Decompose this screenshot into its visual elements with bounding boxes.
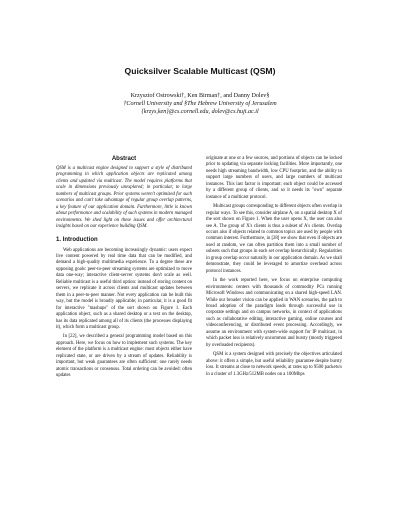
body-paragraph: originate at one or a few sources, and portions of objects can be locked prior to updating via separate locking facilities. More importantly, one needs high streaming bandwidth, low CPU footprint, and the ability to support large numbers of users, and large numbers of multicast instances. This last factor is important: each object could be accessed by a different group of clients, and so it needs its "own" separate instance of a multicast protocol. <box>206 156 342 200</box>
affiliations: †Cornell University and §The Hebrew University of Jerusalem <box>123 101 277 107</box>
body-paragraph: In the work reported here, we focus on enterprise computing environments: centers with thousands of commodity PCs running Microsoft Windows and communicating on a shared high-speed LAN. While our broader vision can be applied in WAN scenarios, the path to broad adoption of the paradigm leads through successful use in corporate settings and on campus networks, in context of applications such as collaborative editing, interactive gaming, online courses and videoconferencing, or distributed event processing. Accordingly, we assume an environment with system-wide support for IP multicast, in which packet loss is relatively uncommon and bursty (mostly triggered by overloaded recipients). <box>206 278 342 348</box>
left-column <box>56 156 192 383</box>
author-list: Krzysztof Ostrowski†, Ken Birman†, and Danny Dolev§ <box>130 93 270 99</box>
body-paragraph: QSM is a system designed with precisely the objectives articulated above: it offers a simple, but useful reliability guarantee despite bursty loss. It streams at close to network speeds, at rates up to 9500 packets/s in a cluster of 1.3GHz/512MB nodes on a 100Mbps <box>206 352 342 377</box>
body-paragraph: Web applications are becoming increasingly dynamic: users expect live content powered by real time data that can be modified, and demand a high-quality multimedia experience. To a degree these are opposing goals: peer-to-peer streaming systems are optimized to move data one-way; interactive client-server systems don't scale as well. Reliable multicast is a useful third option: instead of storing content on servers, we replicate it across clients and multicast updates between them in a peer-to-peer manner. Not every application can be built this way, but the model is broadly applicable; in particular, it is a good fit for interactive "mashups" of the sort shown on Figure 1. Each application object, such as a shared desktop or a text on the desktop, has its data replicated among all of its clients (the processes displaying it), which form a multicast group. <box>56 247 192 330</box>
abstract-heading: Abstract <box>111 156 137 162</box>
author-emails: {krzys,ken}@cs.cornell.edu, dolev@cs.huji.ac.il <box>141 109 259 115</box>
right-column <box>206 156 342 381</box>
section-heading-introduction: 1. Introduction <box>56 236 98 243</box>
body-paragraph: In [22], we described a general programming model based on this approach. Here, we focus on how to implement such systems. The key element of the platform is a multicast engine: most objects either have replicated state, or are driven by a stream of updates. Reliability is important, but weak guarantees are often sufficient: one rarely needs atomic transactions or consensus. Total ordering can be avoided: often updates <box>56 334 192 379</box>
body-paragraph: Multicast groups corresponding to different objects often overlap in regular ways. To see this, consider airplane A, on a spatial desktop X of the sort shown on Figure 1. When the user opens X, the user can also see A. The group of X's clients is thus a subset of A's clients. Overlap occurs also if objects related to common topics are used by people with common interest. Furthermore, in [28] we show that even if objects are used at random, we can often partition them into a small number of subsets such that groups in each set overlap hierarchically. Regularities in group overlap occur naturally in our application domain. As we shall demonstrate, they could be leveraged to amortize overhead across protocol instances. <box>206 204 342 274</box>
abstract-text: QSM is a multicast engine designed to support a style of distributed programming in which application objects are replicated among clients and updated via multicast. The model requires platforms that scale in dimensions previously unexplored; in particular, to large numbers of multicast groups. Prior systems weren't optimized for such scenarios and can't take advantage of regular group overlap patterns, a key feature of our application domain. Furthermore, little is known about performance and scalability of such systems in modern managed environments. We shed light on these issues and offer architectural insights based on our experience building QSM. <box>56 166 192 230</box>
paper-title: Quicksilver Scalable Multicast (QSM) <box>124 66 276 76</box>
